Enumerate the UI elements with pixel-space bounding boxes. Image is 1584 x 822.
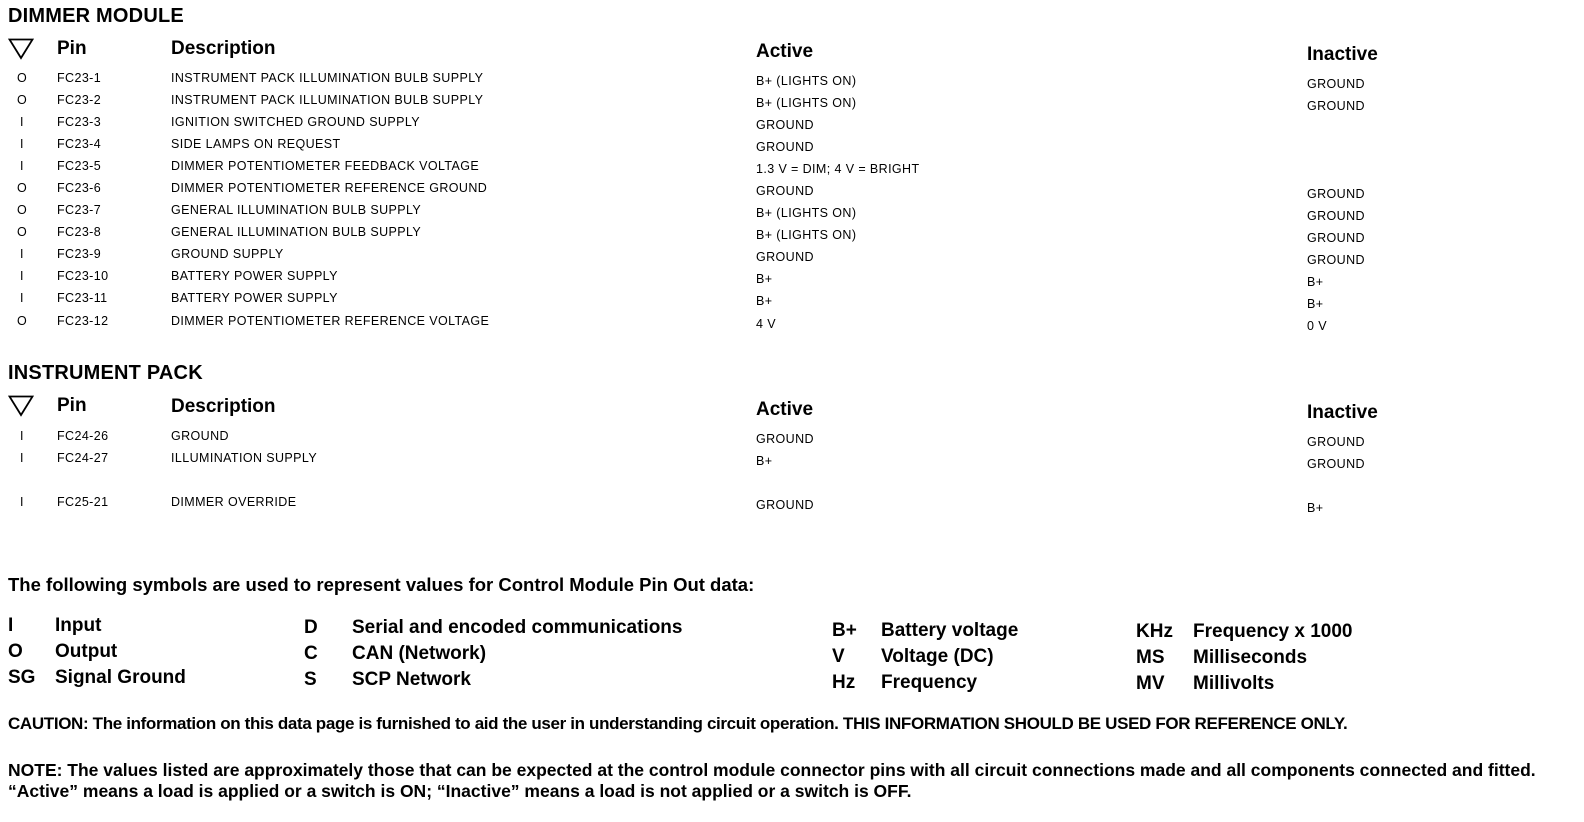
row-direction: I — [20, 115, 24, 129]
row-inactive: GROUND — [1307, 457, 1365, 471]
legend-symbol: D — [304, 617, 318, 638]
row-description: DIMMER POTENTIOMETER REFERENCE VOLTAGE — [171, 314, 490, 328]
legend-symbol: O — [8, 641, 23, 662]
row-active: GROUND — [756, 184, 814, 198]
legend-meaning: Signal Ground — [55, 667, 186, 688]
row-description: ILLUMINATION SUPPLY — [171, 451, 318, 465]
row-pin: FC23-7 — [57, 203, 102, 217]
instrument-header-active: Active — [756, 399, 814, 420]
row-description: BATTERY POWER SUPPLY — [171, 291, 338, 305]
row-description: GENERAL ILLUMINATION BULB SUPPLY — [171, 225, 422, 239]
legend-meaning: CAN (Network) — [352, 643, 487, 664]
dimmer-header-active: Active — [756, 41, 814, 62]
row-active: B+ — [756, 454, 773, 468]
dimmer-header-description: Description — [171, 38, 276, 59]
row-inactive: B+ — [1307, 501, 1324, 515]
row-direction: I — [20, 451, 24, 465]
row-description: GROUND — [171, 429, 229, 443]
row-pin: FC23-5 — [57, 159, 102, 173]
row-inactive: 0 V — [1307, 319, 1327, 333]
legend-symbol: S — [304, 669, 317, 690]
row-pin: FC23-2 — [57, 93, 102, 107]
row-inactive: GROUND — [1307, 231, 1365, 245]
legend-symbol: KHz — [1136, 621, 1173, 642]
row-pin: FC23-4 — [57, 137, 102, 151]
row-direction: I — [20, 137, 24, 151]
row-pin: FC23-6 — [57, 181, 102, 195]
row-pin: FC25-21 — [57, 495, 109, 509]
legend-meaning: Voltage (DC) — [881, 646, 994, 667]
row-description: DIMMER POTENTIOMETER REFERENCE GROUND — [171, 181, 488, 195]
row-direction: O — [17, 314, 28, 328]
legend-meaning: Serial and encoded communications — [352, 617, 683, 638]
legend-meaning: Milliseconds — [1193, 647, 1308, 668]
row-pin: FC23-12 — [57, 314, 109, 328]
caution-text: CAUTION: The information on this data page is furnished to aid the user in understanding circuit operation. THIS INFORMATION SHOULD BE USED FOR REFERENCE ONLY. — [8, 714, 1348, 733]
legend-meaning: Frequency — [881, 672, 978, 693]
row-active: B+ (LIGHTS ON) — [756, 206, 857, 220]
instrument-header-pin: Pin — [57, 395, 87, 416]
row-pin: FC24-27 — [57, 451, 109, 465]
legend-symbol: V — [832, 646, 845, 667]
dimmer-module-title: DIMMER MODULE — [8, 5, 184, 27]
instrument-pack-title: INSTRUMENT PACK — [8, 362, 203, 384]
legend-intro: The following symbols are used to represent values for Control Module Pin Out data: — [8, 574, 755, 595]
row-active: GROUND — [756, 250, 814, 264]
row-inactive: GROUND — [1307, 99, 1365, 113]
row-description: IGNITION SWITCHED GROUND SUPPLY — [171, 115, 420, 129]
row-direction: I — [20, 159, 24, 173]
row-pin: FC23-1 — [57, 71, 102, 85]
row-direction: I — [20, 429, 24, 443]
row-active: B+ — [756, 294, 773, 308]
row-direction: I — [20, 247, 24, 261]
row-direction: O — [17, 181, 28, 195]
row-description: GENERAL ILLUMINATION BULB SUPPLY — [171, 203, 422, 217]
legend-meaning: Battery voltage — [881, 620, 1019, 641]
row-pin: FC23-9 — [57, 247, 102, 261]
row-active: GROUND — [756, 498, 814, 512]
row-direction: I — [20, 495, 24, 509]
legend-symbol: I — [8, 615, 14, 636]
row-pin: FC24-26 — [57, 429, 109, 443]
row-pin: FC23-11 — [57, 291, 108, 305]
triangle-down-icon — [8, 395, 34, 417]
row-active: GROUND — [756, 118, 814, 132]
instrument-header-description: Description — [171, 396, 276, 417]
triangle-down-icon — [8, 38, 34, 60]
row-active: B+ (LIGHTS ON) — [756, 74, 857, 88]
legend-symbol: MV — [1136, 673, 1165, 694]
row-description: BATTERY POWER SUPPLY — [171, 269, 338, 283]
row-direction: O — [17, 93, 28, 107]
legend-meaning: Output — [55, 641, 118, 662]
legend-symbol: B+ — [832, 620, 857, 641]
row-active: GROUND — [756, 432, 814, 446]
row-active: GROUND — [756, 140, 814, 154]
row-direction: I — [20, 269, 24, 283]
row-pin: FC23-8 — [57, 225, 102, 239]
legend-symbol: Hz — [832, 672, 856, 693]
row-description: INSTRUMENT PACK ILLUMINATION BULB SUPPLY — [171, 71, 484, 85]
row-direction: O — [17, 225, 28, 239]
row-active: B+ (LIGHTS ON) — [756, 96, 857, 110]
row-inactive: B+ — [1307, 297, 1324, 311]
row-active: B+ — [756, 272, 773, 286]
row-inactive: B+ — [1307, 275, 1324, 289]
row-inactive: GROUND — [1307, 187, 1365, 201]
row-active: 4 V — [756, 317, 776, 331]
row-inactive: GROUND — [1307, 209, 1365, 223]
row-inactive: GROUND — [1307, 77, 1365, 91]
row-active: 1.3 V = DIM; 4 V = BRIGHT — [756, 162, 920, 176]
legend-meaning: Millivolts — [1193, 673, 1275, 694]
dimmer-header-pin: Pin — [57, 38, 87, 59]
legend-symbol: MS — [1136, 647, 1165, 668]
row-pin: FC23-3 — [57, 115, 102, 129]
note-text: NOTE: The values listed are approximately those that can be expected at the control module connector pins with all circuit connections made and all components connected and fitted. “Active” means a load is applied or a switch is ON; “Inactive” means a load is not applied or a switch is OFF. — [8, 760, 1536, 801]
legend-symbol: C — [304, 643, 318, 664]
row-inactive: GROUND — [1307, 435, 1365, 449]
row-description: DIMMER OVERRIDE — [171, 495, 297, 509]
row-description: SIDE LAMPS ON REQUEST — [171, 137, 341, 151]
dimmer-header-inactive: Inactive — [1307, 44, 1378, 65]
row-description: GROUND SUPPLY — [171, 247, 284, 261]
row-description: DIMMER POTENTIOMETER FEEDBACK VOLTAGE — [171, 159, 480, 173]
legend-meaning: Input — [55, 615, 102, 636]
row-direction: O — [17, 203, 28, 217]
row-active: B+ (LIGHTS ON) — [756, 228, 857, 242]
legend-symbol: SG — [8, 667, 36, 688]
legend-meaning: SCP Network — [352, 669, 471, 690]
row-inactive: GROUND — [1307, 253, 1365, 267]
row-description: INSTRUMENT PACK ILLUMINATION BULB SUPPLY — [171, 93, 484, 107]
instrument-header-inactive: Inactive — [1307, 402, 1378, 423]
legend-meaning: Frequency x 1000 — [1193, 621, 1353, 642]
row-direction: O — [17, 71, 28, 85]
row-direction: I — [20, 291, 24, 305]
row-pin: FC23-10 — [57, 269, 109, 283]
